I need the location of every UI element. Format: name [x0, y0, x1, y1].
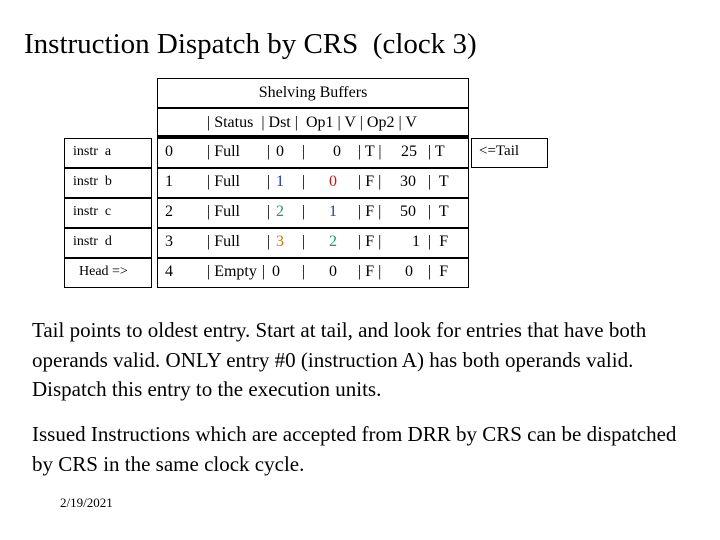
row-dst-bar: |: [267, 173, 271, 190]
row-op1: 2: [329, 233, 337, 250]
row-label: instr d: [64, 228, 152, 258]
row-op1: 1: [329, 203, 337, 220]
row-label: instr c: [64, 198, 152, 228]
row-op1: 0: [329, 263, 337, 280]
table-row: [157, 138, 469, 168]
row-separator: |: [302, 173, 306, 190]
row-op2-valid: | T: [428, 143, 445, 160]
row-status: | Full: [207, 233, 240, 250]
row-separator: |: [302, 233, 306, 250]
row-op2-valid: | F: [428, 233, 449, 250]
row-op1-valid: | F |: [358, 203, 382, 220]
footer-date: 2/19/2021: [60, 495, 113, 510]
row-op1-valid: | F |: [358, 173, 382, 190]
table-row: [157, 198, 469, 228]
column-header-label: | Status | Dst | Op1 | V | Op2 | V: [207, 114, 417, 131]
row-dst-bar: |: [267, 203, 271, 220]
row-dst-bar: |: [267, 233, 271, 250]
table-row: [157, 258, 469, 288]
row-op1: 0: [333, 143, 341, 160]
note-paragraph: Issued Instructions which are accepted from DRR by CRS can be dispatched by CRS in the same clock cycle.: [32, 422, 677, 476]
row-status: | Full: [207, 143, 240, 160]
row-dst: 2: [276, 203, 284, 220]
row-op2: 25: [401, 143, 417, 160]
row-dst: 0: [276, 143, 284, 160]
row-op1-valid: | T |: [358, 143, 382, 160]
row-dst: 0: [272, 263, 280, 280]
row-index: 0: [165, 143, 173, 160]
tail-marker-label: <=Tail: [479, 143, 520, 159]
row-separator: |: [302, 203, 306, 220]
row-index: 1: [165, 173, 173, 190]
row-op2: 1: [412, 233, 420, 250]
shelving-buffers-label: Shelving Buffers: [258, 84, 368, 101]
row-index: 2: [165, 203, 173, 220]
row-op2-valid: | T: [428, 173, 449, 190]
table-row: [157, 168, 469, 198]
row-dst: 3: [276, 233, 284, 250]
row-status: | Full: [207, 173, 240, 190]
row-op2: 0: [405, 263, 413, 280]
row-label: instr b: [64, 168, 152, 198]
row-dst-bar: |: [262, 263, 266, 280]
row-label: instr a: [64, 138, 152, 168]
row-op2: 30: [400, 173, 416, 190]
row-index: 4: [165, 263, 173, 280]
row-op1-valid: | F |: [358, 263, 382, 280]
row-separator: |: [302, 263, 306, 280]
head-marker-label: Head =>: [64, 258, 152, 288]
row-op2: 50: [400, 203, 416, 220]
row-op2-valid: | F: [428, 263, 449, 280]
row-dst-bar: |: [267, 143, 271, 160]
row-op1-valid: | F |: [358, 233, 382, 250]
row-dst: 1: [276, 173, 284, 190]
row-status: | Full: [207, 203, 240, 220]
row-op2-valid: | T: [428, 203, 449, 220]
slide-title: Instruction Dispatch by CRS (clock 3): [24, 28, 477, 60]
table-row: [157, 228, 469, 258]
row-index: 3: [165, 233, 173, 250]
row-separator: |: [302, 143, 306, 160]
row-op1: 0: [329, 173, 337, 190]
explanation-paragraph: Tail points to oldest entry. Start at tail, and look for entries that have both operands valid. ONLY entry #0 (instruction A) has both operands valid. Dispatch this entry to the execution units.: [32, 318, 647, 401]
row-status: | Empty: [207, 263, 257, 280]
